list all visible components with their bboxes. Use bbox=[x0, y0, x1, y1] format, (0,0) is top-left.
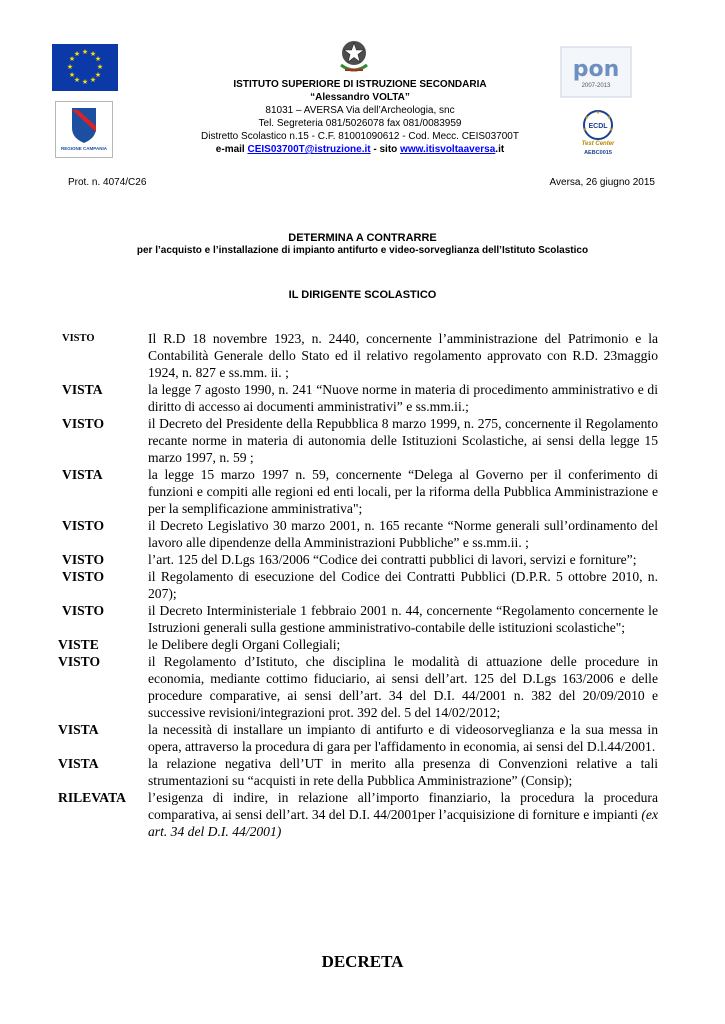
ecdl-code: AEBC0015 bbox=[584, 150, 612, 156]
svg-text:★: ★ bbox=[89, 76, 97, 84]
school-phones: Tel. Segreteria 081/5026078 fax 081/0083959 bbox=[258, 118, 462, 129]
entry-keyword: VISTA bbox=[62, 467, 103, 482]
svg-text:pon: pon bbox=[572, 57, 620, 82]
pon-logo bbox=[560, 46, 632, 98]
entry-text: Il R.D 18 novembre 1923, n. 2440, concernente l’amministrazione del Patrimonio e la Contabilità Generale dello Stato ed il relativo regolamento approvato con R.D. 23maggio 1924, n. 827 e ss.mm. ii. ; bbox=[148, 331, 658, 380]
region-caption: REGIONE CAMPANIA bbox=[61, 146, 107, 151]
entry-keyword: VISTO bbox=[62, 333, 95, 344]
entry-text: il Regolamento d’Istituto, che disciplina le modalità di attuazione delle procedure in economia, mediante cottimo fiduciario, ai sensi dell’art. 125 del D.Lgs 163/2006 e delle procedure comparative, ai sensi dell’art. 34 del D.I. 44/2001 n. 382 del 20/09/2010 e successive revisioni/integrazioni prot. 392 del. 5 del 14/02/2012; bbox=[148, 654, 658, 720]
entry bbox=[62, 330, 658, 381]
school-header bbox=[150, 78, 570, 156]
entry-keyword: VISTO bbox=[62, 518, 105, 533]
entry bbox=[62, 551, 658, 568]
entry bbox=[62, 415, 658, 466]
school-type: ISTITUTO SUPERIORE DI ISTRUZIONE SECONDARIA bbox=[233, 79, 487, 90]
svg-text:★: ★ bbox=[94, 55, 102, 63]
email-link[interactable]: CEIS03700T@istruzione.it bbox=[247, 144, 371, 155]
entry-text: il Regolamento di esecuzione del Codice dei Contratti Pubblici (D.P.R. 5 ottobre 2010, n. 207); bbox=[148, 569, 658, 601]
decreta-heading: DECRETA bbox=[321, 952, 404, 971]
entry-keyword: VISTA bbox=[62, 382, 103, 397]
ecdl-test-center-logo bbox=[568, 103, 628, 163]
entry-text-italic: (ex art. 34 del D.I. 44/2001) bbox=[148, 807, 658, 839]
document-subtitle: per l’acquisto e l’installazione di impianto antifurto e video-sorveglianza dell’Istituto Scolastico bbox=[136, 245, 589, 256]
entry bbox=[62, 602, 658, 636]
entry-keyword: VISTO bbox=[62, 416, 105, 431]
entry bbox=[62, 568, 658, 602]
svg-text:★: ★ bbox=[606, 115, 612, 121]
school-address: 81031 – AVERSA Via dell’Archeologia, snc bbox=[265, 105, 455, 116]
entry-keyword: VISTO bbox=[62, 552, 105, 567]
entry-text: il Decreto Legislativo 30 marzo 2001, n. 165 recante “Norme generali sull’ordinamento del lavoro alle dipendenze della Amministrazioni Pubbliche” e ss.mm.ii. ; bbox=[148, 518, 658, 550]
entry-text: la legge 15 marzo 1997 n. 59, concernente “Delega al Governo per il conferimento di funzioni e compiti alle regioni ed enti locali, per la riforma della Pubblica Amministrazione e per la semplificazione amministrativa"; bbox=[148, 467, 658, 516]
entry-text: il Decreto del Presidente della Repubblica 8 marzo 1999, n. 275, concernente il Regolamento recante norme in materia di autonomia delle Istituzioni Scolastiche, ai sensi della legge 15 marzo 1997, n. 59 ; bbox=[148, 416, 658, 465]
entry bbox=[62, 381, 658, 415]
svg-text:★: ★ bbox=[96, 63, 104, 71]
entries-list bbox=[58, 330, 658, 840]
entry bbox=[62, 517, 658, 551]
entry-text: l’art. 125 del D.Lgs 163/2006 “Codice dei contratti pubblici di lavori, servizi e forniture”; bbox=[148, 552, 637, 567]
entry-text: la necessità di installare un impianto di antifurto e di videosorveglianza e la sua messa in opera, attraverso la procedura di gara per l'affidamento in economia, ai sensi del D.l.44/2001. bbox=[148, 722, 658, 754]
entry bbox=[58, 721, 658, 755]
svg-text:★: ★ bbox=[73, 50, 81, 58]
entry-text-main: l’esigenza di indire, in relazione all’importo finanziario, la procedura la procedura comparativa, ai sensi dell’art. 34 del D.I. 44/2001per l’acquisizione di forniture e impianti bbox=[148, 790, 658, 822]
svg-text:★: ★ bbox=[595, 110, 601, 116]
entry bbox=[62, 466, 658, 517]
italian-emblem-logo bbox=[335, 35, 373, 77]
entry-keyword: VISTO bbox=[58, 654, 101, 669]
document-title: DETERMINA A CONTRARRE bbox=[288, 232, 437, 244]
eu-flag-logo bbox=[52, 44, 118, 91]
entry-text: la relazione negativa dell’UT in merito alla presenza di Convenzioni relative a tali strumentazioni su “acquisti in rete della Pubblica Amministrazione” (Consip); bbox=[148, 756, 658, 788]
school-name: “Alessandro VOLTA” bbox=[310, 92, 410, 103]
svg-text:★: ★ bbox=[582, 127, 588, 133]
contacts-line bbox=[150, 143, 570, 156]
pon-years: 2007-2013 bbox=[581, 83, 611, 89]
entry bbox=[58, 636, 658, 653]
school-district: Distretto Scolastico n.15 - C.F. 81001090612 - Cod. Mecc. CEIS03700T bbox=[201, 131, 519, 142]
document-date: Aversa, 26 giugno 2015 bbox=[549, 177, 655, 188]
svg-text:★: ★ bbox=[89, 50, 97, 58]
entry bbox=[58, 653, 658, 721]
eu-stars-icon bbox=[52, 44, 118, 91]
role-heading: IL DIRIGENTE SCOLASTICO bbox=[288, 289, 437, 301]
site-prefix: - sito bbox=[370, 144, 401, 155]
entry-keyword: VISTA bbox=[58, 722, 99, 737]
protocol-number: Prot. n. 4074/C26 bbox=[68, 177, 147, 188]
site-link[interactable]: www.itisvoltaaversa bbox=[400, 144, 496, 155]
regione-campania-logo bbox=[55, 101, 113, 158]
entry-keyword: VISTA bbox=[58, 756, 99, 771]
svg-text:★: ★ bbox=[81, 78, 89, 86]
entry-keyword: VISTO bbox=[62, 569, 105, 584]
entry bbox=[58, 755, 658, 789]
site-suffix: .it bbox=[495, 144, 505, 155]
entry-keyword: VISTE bbox=[58, 637, 99, 652]
entry-text: il Decreto Interministeriale 1 febbraio 2001 n. 44, concernente “Regolamento concernente le Istruzioni generali sulla gestione amministrativo-contabile delle istituzioni scolastiche"; bbox=[148, 603, 658, 635]
entry-keyword: VISTO bbox=[62, 603, 105, 618]
ecdl-text: ECDL bbox=[588, 123, 608, 130]
entry-text bbox=[148, 789, 658, 840]
svg-text:★: ★ bbox=[68, 55, 76, 63]
svg-text:★: ★ bbox=[66, 63, 74, 71]
test-center-text: Test Center bbox=[581, 141, 615, 147]
entry bbox=[58, 789, 658, 840]
entry-text: la legge 7 agosto 1990, n. 241 “Nuove norme in materia di procedimento amministrativo e di diritto di accesso ai documenti amministrativi” e ss.mm.ii.; bbox=[148, 382, 658, 414]
entry-keyword: RILEVATA bbox=[58, 790, 126, 805]
svg-text:★: ★ bbox=[94, 71, 102, 79]
email-prefix: e-mail bbox=[215, 144, 248, 155]
entry-text: le Delibere degli Organi Collegiali; bbox=[148, 637, 341, 652]
svg-text:★: ★ bbox=[81, 48, 89, 56]
svg-text:★: ★ bbox=[608, 127, 614, 133]
svg-text:★: ★ bbox=[584, 115, 590, 121]
svg-text:★: ★ bbox=[73, 76, 81, 84]
svg-text:★: ★ bbox=[68, 71, 76, 79]
